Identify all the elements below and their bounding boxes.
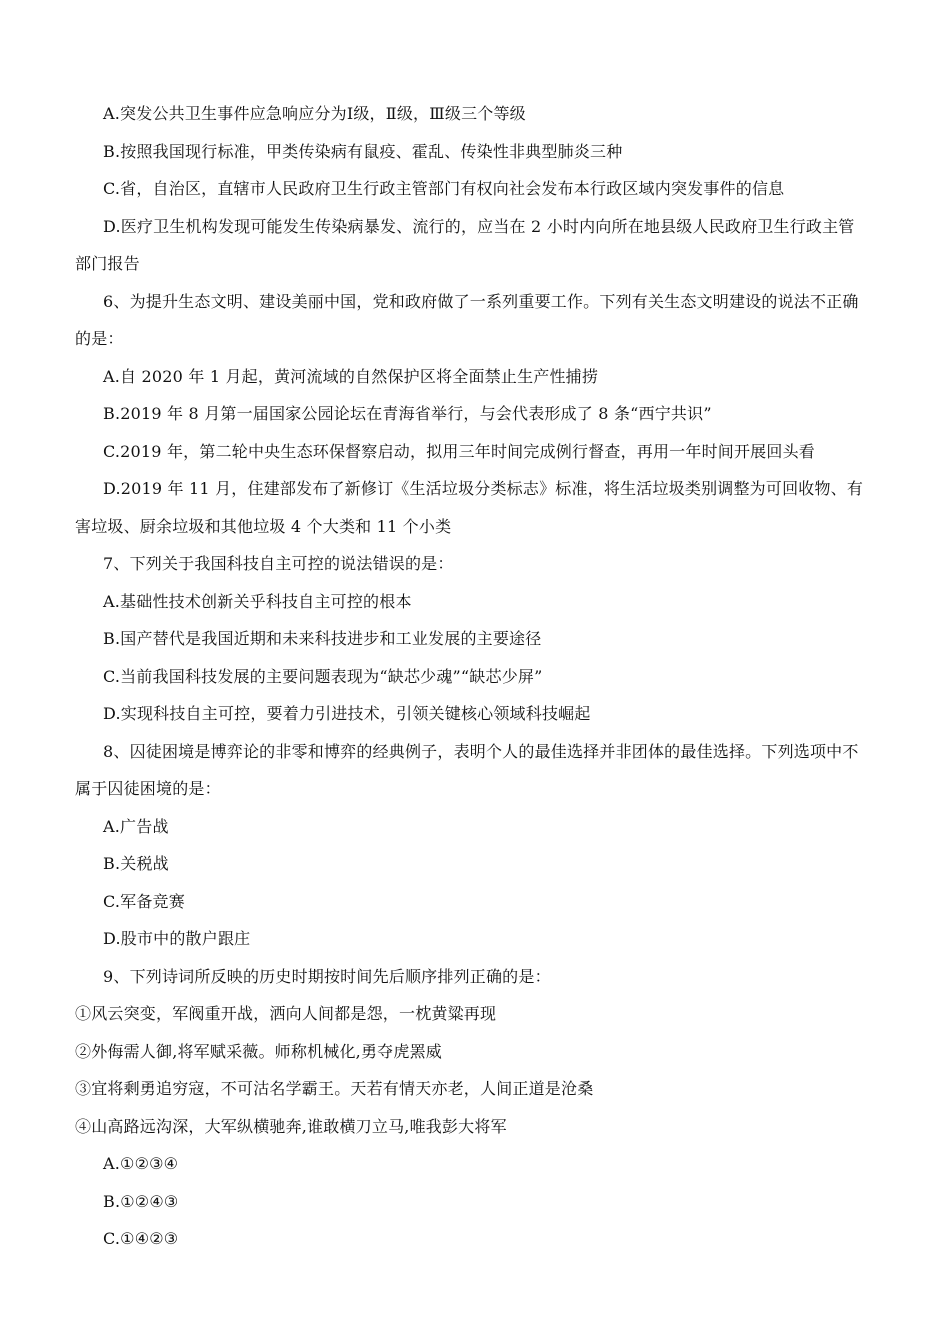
- q9-poem-3: ③宜将剩勇追穷寇，不可沽名学霸王。天若有情天亦老，人间正道是沧桑: [75, 1079, 594, 1098]
- q9-option-a: A.①②③④: [103, 1154, 179, 1173]
- q5-option-c: C.省，自治区，直辖市人民政府卫生行政主管部门有权向社会发布本行政区域内突发事件的信息: [103, 179, 785, 198]
- q8-option-a: A.广告战: [103, 817, 169, 836]
- q6-option-a: A.自 2020 年 1 月起，黄河流域的自然保护区将全面禁止生产性捕捞: [103, 367, 599, 386]
- q6-option-d-line2: 害垃圾、厨余垃圾和其他垃圾 4 个大类和 11 个小类: [75, 517, 452, 536]
- q7-option-d: D.实现科技自主可控，要着力引进技术，引领关键核心领域科技崛起: [103, 704, 591, 723]
- q9-option-c: C.①④②③: [103, 1229, 179, 1248]
- q7-option-c: C.当前我国科技发展的主要问题表现为“缺芯少魂”“缺芯少屏”: [103, 667, 543, 686]
- q8-option-d: D.股市中的散户跟庄: [103, 929, 251, 948]
- q5-option-b: B.按照我国现行标准，甲类传染病有鼠疫、霍乱、传染性非典型肺炎三种: [103, 142, 623, 161]
- q6-stem-line1: 6、为提升生态文明、建设美丽中国，党和政府做了一系列重要工作。下列有关生态文明建设的说法不正确: [103, 292, 859, 311]
- q8-option-c: C.军备竞赛: [103, 892, 185, 911]
- q9-poem-4: ④山高路远沟深，大军纵横驰奔,谁敢横刀立马,唯我彭大将军: [75, 1117, 507, 1136]
- q6-option-d-line1: D.2019 年 11 月，住建部发布了新修订《生活垃圾分类标志》标准，将生活垃圾类别调整为可回收物、有: [103, 479, 864, 498]
- q8-stem-line2: 属于囚徒困境的是：: [75, 779, 221, 798]
- q6-option-c: C.2019 年，第二轮中央生态环保督察启动，拟用三年时间完成例行督查，再用一年时间开展回头看: [103, 442, 815, 461]
- q9-poem-2: ②外侮需人御,将军赋采薇。师称机械化,勇夺虎罴威: [75, 1042, 442, 1061]
- q7-option-b: B.国产替代是我国近期和未来科技进步和工业发展的主要途径: [103, 629, 542, 648]
- q8-option-b: B.关税战: [103, 854, 169, 873]
- q9-stem: 9、下列诗词所反映的历史时期按时间先后顺序排列正确的是：: [103, 967, 551, 986]
- q6-option-b: B.2019 年 8 月第一届国家公园论坛在青海省举行，与会代表形成了 8 条“西宁共识”: [103, 404, 712, 423]
- q5-option-d-line1: D.医疗卫生机构发现可能发生传染病暴发、流行的，应当在 2 小时内向所在地县级人民政府卫生行政主管: [103, 217, 855, 236]
- q5-option-a: A.突发公共卫生事件应急响应分为Ⅰ级，Ⅱ级，Ⅲ级三个等级: [103, 104, 526, 123]
- q5-option-d-line2: 部门报告: [75, 254, 140, 273]
- q7-option-a: A.基础性技术创新关乎科技自主可控的根本: [103, 592, 412, 611]
- q9-poem-1: ①风云突变，军阀重开战，洒向人间都是怨，一枕黄粱再现: [75, 1004, 497, 1023]
- q9-option-b: B.①②④③: [103, 1192, 179, 1211]
- q7-stem: 7、下列关于我国科技自主可控的说法错误的是：: [103, 554, 454, 573]
- q6-stem-line2: 的是：: [75, 329, 124, 348]
- q8-stem-line1: 8、囚徒困境是博弈论的非零和博弈的经典例子，表明个人的最佳选择并非团体的最佳选择。下列选项中不: [103, 742, 859, 761]
